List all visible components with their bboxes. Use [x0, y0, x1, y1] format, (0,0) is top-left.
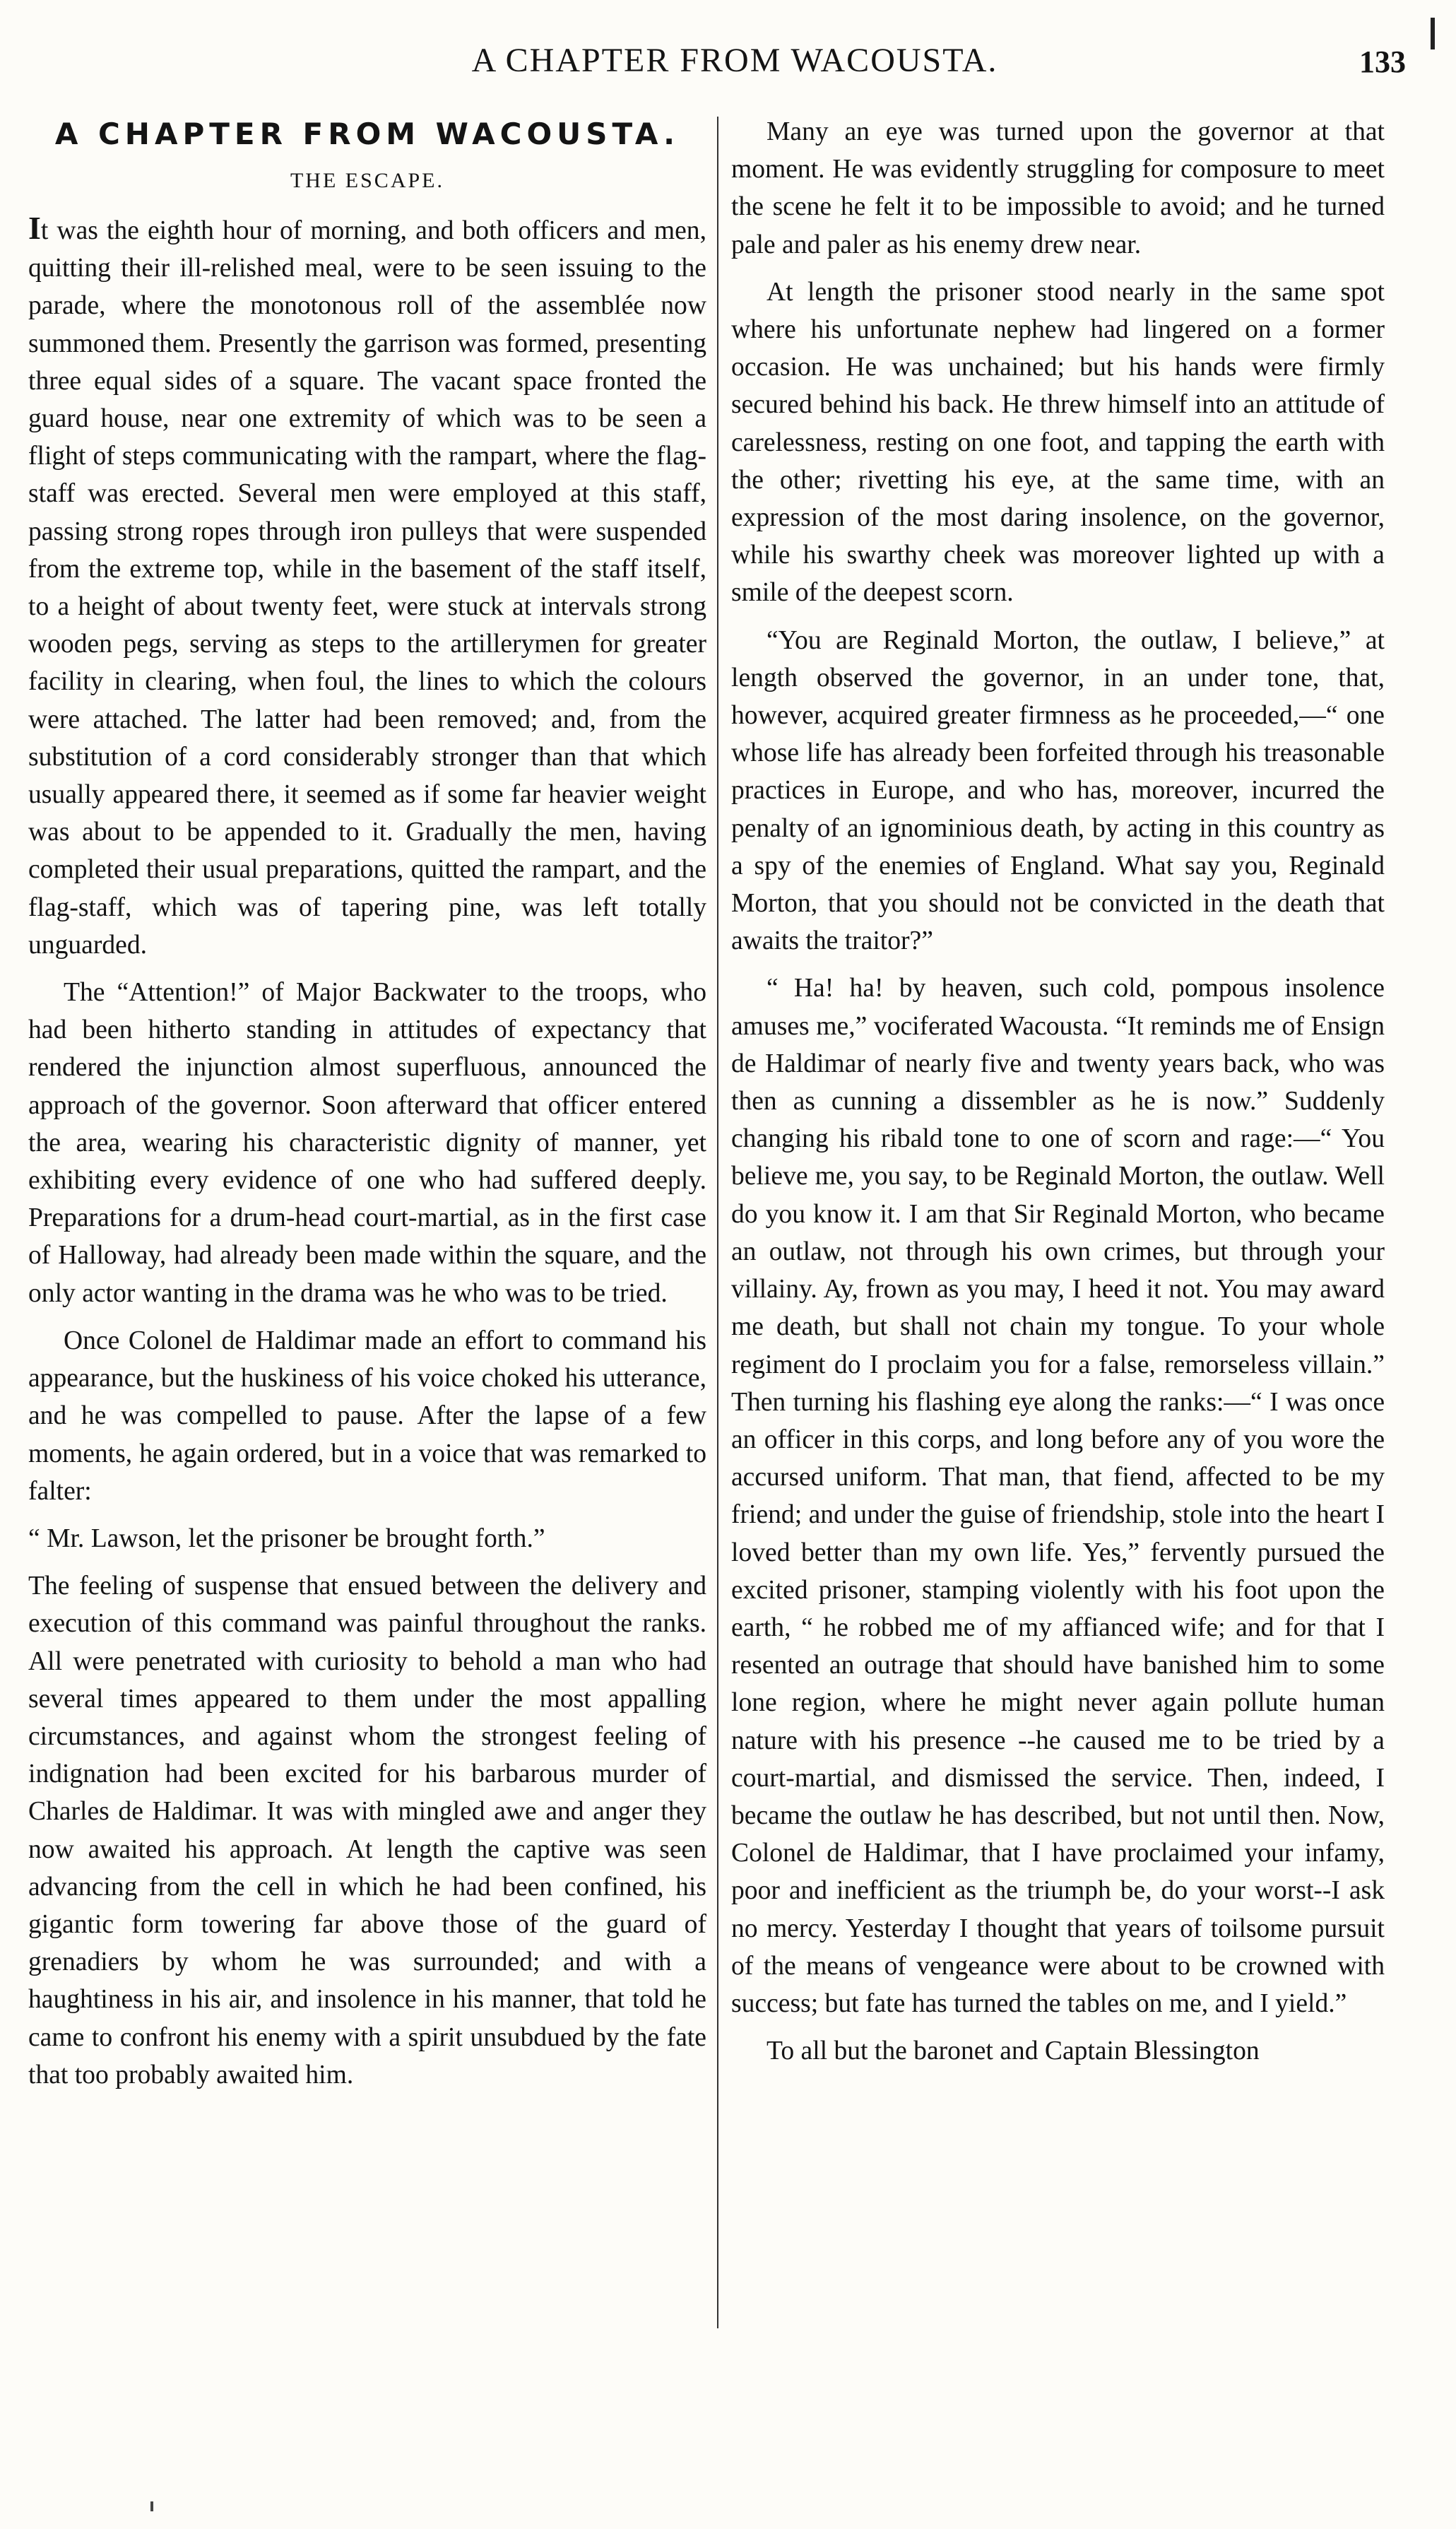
- paragraph-text: t was the eighth hour of morning, and both officers and men, quitting their ill-relished meal, were to be seen issuing to the parade, where the monotonous roll of the assemblée now summoned them. Presently the garrison was formed, presenting three equal sides of a square. The vacant space fronted the guard house, near one extremity of which was to be seen a flight of steps communicating with the rampart, where the flag-staff was erected. Several men were employed at this staff, passing strong ropes through iron pulleys that were suspended from the extreme top, while in the basement of the staff itself, to a height of about twenty feet, were stuck at intervals strong wooden pegs, serving as steps to the artillerymen for greater facility in clearing, when foul, the lines to which the colours were attached. The latter had been removed; and, from the substitution of a cord considerably stronger than that which usually appeared there, it seemed as if some far heavier weight was about to be appended to it. Gradually the men, having completed their usual preparations, quitted the rampart, and the flag-staff, which was of tapering pine, was left totally unguarded.: [28, 216, 706, 960]
- section-title: THE ESCAPE.: [290, 169, 444, 192]
- paragraph: “You are Reginald Morton, the outlaw, I believe,” at length observed the governor, in an under tone, that, however, acquired greater firmness as he proceeded,—“ one whose life has already been forfeited through his treasonable practices in Europe, and who has, moreover, incurred the penalty of an ignominious death, by acting in this country as a spy of the enemies of England. What say you, Reginald Morton, that you should not be convicted in the death that awaits the traitor?”: [731, 625, 1385, 956]
- paragraph: Many an eye was turned upon the governor at that moment. He was evidently struggling for composure to meet the scene he felt it to be impossible to avoid; and he turned pale and paler as his enemy drew near.: [731, 117, 1385, 259]
- right-column: [731, 113, 1385, 2080]
- paragraph: “ Mr. Lawson, let the prisoner be brought forth.”: [28, 1523, 545, 1553]
- chapter-title: A CHAPTER FROM WACOUSTA.: [54, 117, 680, 151]
- column-rule: [717, 117, 718, 2328]
- paragraph: Once Colonel de Haldimar made an effort to command his appearance, but the huskiness of his voice choked his utterance, and he was compelled to pause. After the lapse of a few moments, he again ordered, but in a voice that was remarked to falter:: [28, 1326, 706, 1506]
- paragraph: [28, 209, 706, 964]
- running-title: A CHAPTER FROM WACOUSTA.: [471, 42, 998, 79]
- print-mark: [150, 2501, 153, 2511]
- running-head: [64, 41, 1406, 90]
- paragraph: The “Attention!” of Major Backwater to the troops, who had been hitherto standing in attitudes of expectancy that rendered the injunction almost superfluous, announced the approach of the governor. Soon afterward that officer entered the area, wearing his characteristic dignity of manner, yet exhibiting every evidence of one who had suffered deeply. Preparations for a drum-head court-martial, as in the first case of Halloway, had already been made within the square, and the only actor wanting in the drama was he who was to be tried.: [28, 978, 706, 1308]
- left-column: [28, 113, 706, 2104]
- paragraph: The feeling of suspense that ensued between the delivery and execution of this command was painful throughout the ranks. All were penetrated with curiosity to behold a man who had several times appeared to them under the most appalling circumstances, and against whom the strongest feeling of indignation had been excited for his barbarous murder of Charles de Haldimar. It was with mingled awe and anger they now awaited his approach. At length the captive was seen advancing from the cell in which he had been confined, his gigantic form towering far above those of the guard of grenadiers by whom he was surrounded; and with a haughtiness in his air, and insolence in his manner, that told he came to confront his enemy with a spirit unsubdued by the fate that too probably awaited him.: [28, 1572, 706, 2089]
- page-number: 133: [1359, 45, 1406, 79]
- paragraph: To all but the baronet and Captain Blessington: [767, 2036, 1260, 2066]
- edge-mark: [1431, 18, 1435, 49]
- paragraph: At length the prisoner stood nearly in the same spot where his unfortunate nephew had lingered on a former occasion. He was unchained; but his hands were firmly secured behind his back. He threw himself into an attitude of carelessness, resting on one foot, and tapping the earth with the other; rivetting his eye, at the same time, with an expression of the most daring insolence, on the governor, while his swarthy cheek was moreover lighted up with a smile of the deepest scorn.: [731, 277, 1385, 608]
- paragraph: “ Ha! ha! by heaven, such cold, pompous insolence amuses me,” vociferated Wacousta. “It reminds me of Ensign de Haldimar of nearly five and twenty years back, who was then as cunning a dissembler as he is now.” Suddenly changing his ribald tone to one of scorn and rage:—“ You believe me, you say, to be Reginald Morton, the outlaw. Well do you know it. I am that Sir Reginald Morton, who became an outlaw, not through his own crimes, but through your villainy. Ay, frown as you may, I heed it not. You may award me death, but shall not chain my tongue. To your whole regiment do I proclaim you for a false, remorseless villain.” Then turning his flashing eye along the ranks:—“ I was once an officer in this corps, and long before any of you wore the accursed uniform. That man, that fiend, affected to be my friend; and under the guise of friendship, stole into the heart I loved better than my own life. Yes,” fervently pursued the excited prisoner, stamping violently with his foot upon the earth, “ he robbed me of my affianced wife; and for that I resented an outrage that should have banished him to some lone region, where he might never again pollute human nature with his presence --he caused me to be tried by a court-martial, and dismissed the service. Then, indeed, I became the outlaw he has described, but not until then. Now, Colonel de Haldimar, that I have proclaimed your infamy, poor and inefficient as the triumph be, do your worst--I ask no mercy. Yesterday I thought that years of toilsome pursuit of the means of vengeance were about to be crowned with success; but fate has turned the tables on me, and I yield.”: [731, 974, 1385, 2018]
- drop-cap: I: [28, 210, 41, 246]
